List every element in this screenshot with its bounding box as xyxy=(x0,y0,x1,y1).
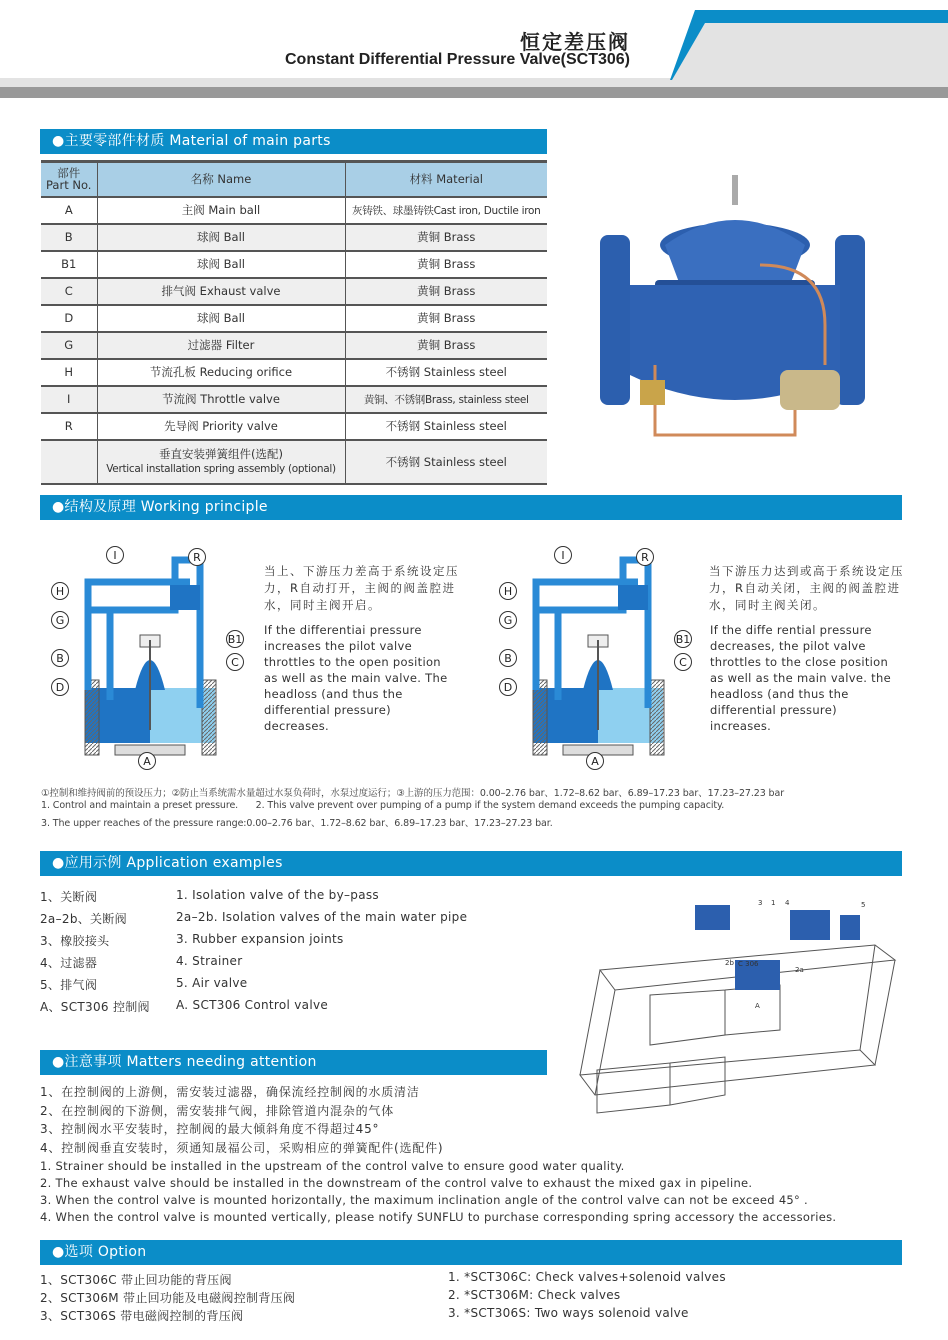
cell-material: 不锈钢 Stainless steel xyxy=(345,413,547,440)
callout-H xyxy=(500,583,517,600)
cell-material: 黄铜 Brass xyxy=(345,332,547,359)
callout-B xyxy=(52,650,69,667)
application-item-cn: 4、过滤器 xyxy=(40,956,98,970)
attention-item-en: 4. When the control valve is mounted vertically, please notify SUNFLU to purchase corresponding spring accessory the accessories. xyxy=(40,1210,837,1224)
table-row xyxy=(41,413,547,440)
diagram-label: 1 xyxy=(771,899,776,907)
attention-item-cn: 2、在控制阀的下游侧，需安装排气阀，排除管道内混杂的气体 xyxy=(40,1103,395,1118)
application-item-cn: 5、排气阀 xyxy=(40,978,98,992)
principle-right-en: If the diffe rential pressure decreases, the pilot valve throttles to the close position as well as the main valve. the headloss (and thus the differential pressure) increases. xyxy=(710,623,891,733)
table-row xyxy=(41,386,547,413)
svg-text:R: R xyxy=(193,551,201,564)
cell-name: 球阀 Ball xyxy=(97,305,345,332)
option-item-en: 1. *SCT306C: Check valves+solenoid valves xyxy=(448,1270,726,1284)
option-heading: ●选项 Option xyxy=(40,1240,902,1265)
col-name: 名称 Name xyxy=(97,162,345,197)
cell-part: A xyxy=(41,197,97,224)
installation-diagram xyxy=(575,885,910,1140)
attention-item-cn: 1、在控制阀的上游侧，需安装过滤器，确保流经控制阀的水质清洁 xyxy=(40,1085,420,1099)
cell-material: 黄铜 Brass xyxy=(345,224,547,251)
valve-diagram-open xyxy=(40,540,260,775)
diagram-label: 2a xyxy=(795,966,804,974)
callout-B1 xyxy=(227,631,244,648)
svg-text:B1: B1 xyxy=(227,633,243,646)
diagram-label: A xyxy=(755,1002,760,1010)
cell-part: G xyxy=(41,332,97,359)
principle-heading: ●结构及原理 Working principle xyxy=(40,495,902,520)
callout-A xyxy=(139,753,156,770)
cell-name: 节流阀 Throttle valve xyxy=(97,386,345,413)
cell-name: 先导阀 Priority valve xyxy=(97,413,345,440)
cell-name: 主阀 Main ball xyxy=(97,197,345,224)
principle-note-3: 3. The upper reaches of the pressure range:0.00–2.76 bar、1.72–8.62 bar、6.89–17.23 bar、17.23–27.23 bar. xyxy=(41,818,553,829)
svg-text:A: A xyxy=(143,755,151,768)
callout-C xyxy=(227,654,244,671)
principle-left-en: If the differentiai pressure increases the pilot valve throttles to the open position as well as the main valve. The headloss (and thus the differential pressure) decreases. xyxy=(264,623,448,733)
application-item-cn: 1、关断阀 xyxy=(40,890,98,904)
cell-part: R xyxy=(41,413,97,440)
table-row xyxy=(41,359,547,386)
principle-note-2: 1. Control and maintain a preset pressure. 2. This valve prevent over pumping of a pump if the system demand exceeds the pumping capacity. xyxy=(41,800,725,811)
table-row xyxy=(41,278,547,305)
svg-text:C: C xyxy=(231,656,239,669)
application-item-en: 5. Air valve xyxy=(176,976,248,990)
header-accent-shape xyxy=(660,0,948,80)
cell-part: B1 xyxy=(41,251,97,278)
table-row xyxy=(41,305,547,332)
callout-I xyxy=(107,547,124,564)
attention-item-en: 2. The exhaust valve should be installed in the downstream of the control valve to exhaust the mixed gax in pipeline. xyxy=(40,1176,753,1190)
svg-text:G: G xyxy=(503,614,513,627)
callout-D xyxy=(500,679,517,696)
title-cn: 恒定差压阀 xyxy=(520,30,630,54)
col-material: 材料 Material xyxy=(345,162,547,197)
application-item-en: 3. Rubber expansion joints xyxy=(176,932,344,946)
principle-note-1: ①控制和维持阀前的预设压力；②防止当系统需水量超过水泵负荷时，水泵过度运行；③上游的压力范围：0.00–2.76 bar、1.72–8.62 bar、6.89–17.23 bar、17.23–27.23 bar xyxy=(41,788,785,799)
option-item-en: 3. *SCT306S: Two ways solenoid valve xyxy=(448,1306,689,1320)
cell-name: 过滤器 Filter xyxy=(97,332,345,359)
materials-table xyxy=(41,160,547,485)
principle-right-cn: 当下游压力达到或高于系统设定压力，R自动关闭，主阀的阀盖腔进水，同时主阀关闭。 xyxy=(709,564,904,612)
cell-part xyxy=(41,440,97,484)
col-part-en: Part No. xyxy=(46,178,92,193)
option-item-en: 2. *SCT306M: Check valves xyxy=(448,1288,621,1302)
callout-G xyxy=(52,612,69,629)
diagram-label: C 306 xyxy=(738,960,759,968)
callout-D xyxy=(52,679,69,696)
diagram-label: 2b xyxy=(725,959,734,967)
cell-part: D xyxy=(41,305,97,332)
svg-text:I: I xyxy=(113,549,117,562)
attention-heading: ●注意事项 Matters needing attention xyxy=(40,1050,547,1075)
cell-material: 黄铜 Brass xyxy=(345,305,547,332)
attention-item-cn: 3、控制阀水平安装时，控制阀的最大倾斜角度不得超过45° xyxy=(40,1122,380,1136)
svg-text:H: H xyxy=(503,585,513,598)
application-heading: ●应用示例 Application examples xyxy=(40,851,902,876)
svg-text:A: A xyxy=(591,755,599,768)
application-item-en: A. SCT306 Control valve xyxy=(176,998,329,1012)
col-part xyxy=(41,162,97,197)
application-item-cn: 2a–2b、关断阀 xyxy=(40,912,127,926)
cell-name: 节流孔板 Reducing orifice xyxy=(97,359,345,386)
cell-name: 球阀 Ball xyxy=(97,251,345,278)
svg-text:B1: B1 xyxy=(675,633,691,646)
application-item-cn: 3、橡胶接头 xyxy=(40,934,110,948)
principle-left-cn: 当上、下游压力差高于系统设定压力，R自动打开，主阀的阀盖腔进水，同时主阀开启。 xyxy=(264,564,459,612)
callout-B1 xyxy=(675,631,692,648)
option-item-cn: 2、SCT306M 带止回功能及电磁阀控制背压阀 xyxy=(40,1291,296,1305)
cell-part: C xyxy=(41,278,97,305)
application-item-en: 1. Isolation valve of the by–pass xyxy=(176,888,379,902)
callout-B xyxy=(500,650,517,667)
attention-item-cn: 4、控制阀垂直安装时，须通知晟福公司，采购相应的弹簧配件(选配件) xyxy=(40,1140,444,1155)
diagram-label: 5 xyxy=(861,901,866,909)
svg-text:D: D xyxy=(503,681,513,694)
svg-text:D: D xyxy=(55,681,65,694)
cell-part: B xyxy=(41,224,97,251)
svg-text:H: H xyxy=(55,585,65,598)
application-item-en: 4. Strainer xyxy=(176,954,243,968)
table-row xyxy=(41,224,547,251)
table-row xyxy=(41,332,547,359)
svg-text:G: G xyxy=(55,614,65,627)
title-en: Constant Differential Pressure Valve(SCT306) xyxy=(284,51,630,68)
cell-name: 球阀 Ball xyxy=(97,224,345,251)
cell-part: H xyxy=(41,359,97,386)
callout-H xyxy=(52,583,69,600)
svg-text:B: B xyxy=(504,652,512,665)
cell-material: 不锈钢 Stainless steel xyxy=(345,359,547,386)
cell-name: 排气阀 Exhaust valve xyxy=(97,278,345,305)
cell-part: I xyxy=(41,386,97,413)
application-item-cn: A、SCT306 控制阀 xyxy=(40,1000,150,1014)
callout-G xyxy=(500,612,517,629)
header-gray-bar xyxy=(0,87,948,98)
cell-name-en: Vertical installation spring assembly (optional) xyxy=(106,463,336,475)
diagram-label: 4 xyxy=(785,899,790,907)
callout-A xyxy=(587,753,604,770)
cell-name xyxy=(97,440,345,484)
svg-text:I: I xyxy=(561,549,565,562)
application-item-en: 2a–2b. Isolation valves of the main water pipe xyxy=(176,910,468,924)
cell-name-cn: 垂直安装弹簧组件(选配) xyxy=(159,447,283,461)
cell-material: 灰铸铁、球墨铸铁Cast iron, Ductile iron xyxy=(345,197,547,224)
table-row xyxy=(41,251,547,278)
callout-I xyxy=(555,547,572,564)
callout-R xyxy=(637,549,654,566)
option-item-cn: 1、SCT306C 带止回功能的背压阀 xyxy=(40,1273,232,1287)
cell-material: 黄铜 Brass xyxy=(345,251,547,278)
cell-material: 黄铜、不锈钢Brass, stainless steel xyxy=(345,386,547,413)
valve-diagram-close xyxy=(488,540,708,775)
callout-R xyxy=(189,549,206,566)
diagram-label: 3 xyxy=(758,899,763,907)
attention-item-en: 3. When the control valve is mounted horizontally, the maximum inclination angle of the control valve can not be exceed 45° . xyxy=(40,1193,809,1207)
svg-text:R: R xyxy=(641,551,649,564)
cell-material: 不锈钢 Stainless steel xyxy=(345,440,547,484)
svg-text:C: C xyxy=(679,656,687,669)
materials-heading: ●主要零部件材质 Material of main parts xyxy=(40,129,547,154)
svg-text:B: B xyxy=(56,652,64,665)
option-item-cn: 3、SCT306S 带电磁阀控制的背压阀 xyxy=(40,1309,244,1323)
col-part-cn: 部件 xyxy=(57,166,81,181)
valve-photo xyxy=(585,165,885,475)
attention-item-en: 1. Strainer should be installed in the upstream of the control valve to ensure good water quality. xyxy=(40,1159,625,1173)
table-row xyxy=(41,440,547,484)
table-row xyxy=(41,197,547,224)
callout-C xyxy=(675,654,692,671)
cell-material: 黄铜 Brass xyxy=(345,278,547,305)
